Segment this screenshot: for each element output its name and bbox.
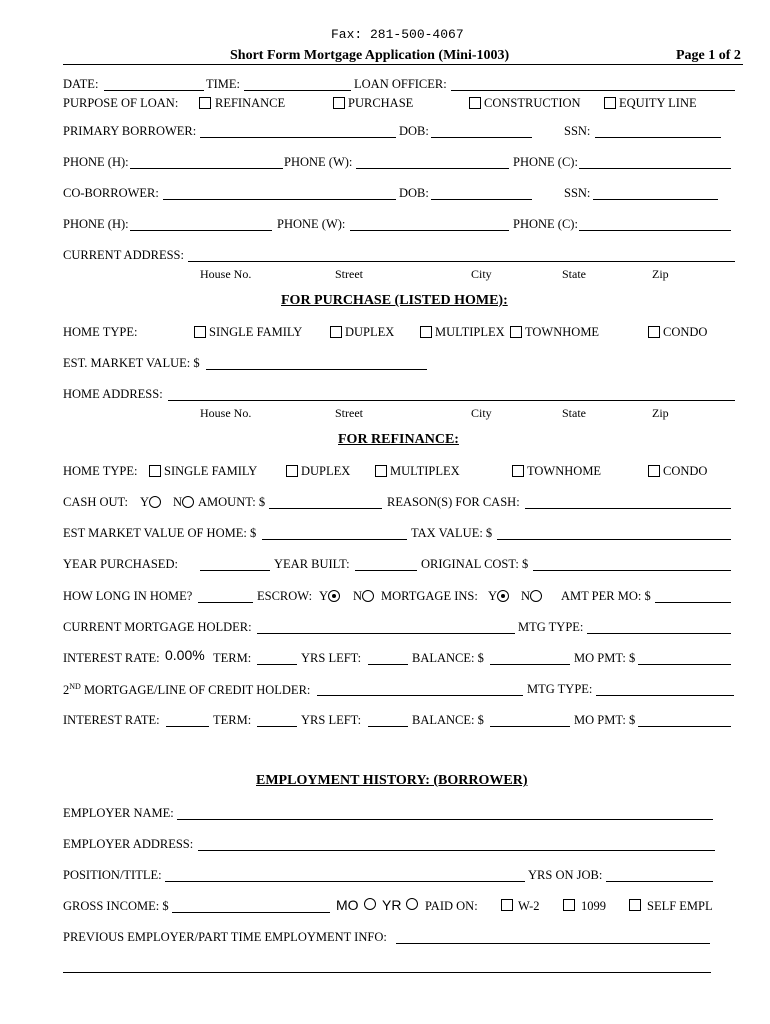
mo-pmt-label: MO PMT: $ — [574, 651, 636, 665]
second-mortgage-field[interactable] — [317, 695, 523, 696]
purpose-label: PURPOSE OF LOAN: — [63, 96, 179, 110]
escrow-y-radio[interactable] — [328, 590, 340, 602]
r-single-family-label: SINGLE FAMILY — [164, 464, 258, 478]
current-address-label: CURRENT ADDRESS: — [63, 248, 184, 262]
p-condo-label: CONDO — [663, 325, 708, 339]
equity-line-label: EQUITY LINE — [619, 96, 697, 110]
year-built-field[interactable] — [355, 570, 417, 571]
home-city-caption: City — [471, 406, 492, 420]
p-duplex-label: DUPLEX — [345, 325, 395, 339]
previous-employer-label: PREVIOUS EMPLOYER/PART TIME EMPLOYMENT INFO: — [63, 930, 387, 944]
phone-c-label: PHONE (C): — [513, 155, 578, 169]
employer-name-field[interactable] — [177, 819, 713, 820]
yr-radio[interactable] — [406, 898, 418, 910]
home-house-no-caption: House No. — [200, 406, 252, 420]
p-townhome-label: TOWNHOME — [525, 325, 600, 339]
primary-borrower-field[interactable] — [200, 137, 396, 138]
second-prefix: 2 — [63, 683, 70, 698]
home-address-field[interactable] — [168, 400, 735, 401]
yr-label: YR — [382, 897, 402, 913]
second-sup: ND — [69, 682, 81, 691]
co-dob-label: DOB: — [399, 186, 429, 200]
fax-number: Fax: 281-500-4067 — [331, 27, 464, 42]
phone-w-label: PHONE (W): — [284, 155, 353, 169]
co-ssn-field[interactable] — [593, 199, 718, 200]
second-rest: MORTGAGE/LINE OF CREDIT HOLDER: — [80, 683, 311, 698]
escrow-n-radio[interactable] — [362, 590, 374, 602]
mortgage-ins-n-radio[interactable] — [530, 590, 542, 602]
cash-out-y-radio[interactable] — [149, 496, 161, 508]
phone-c-field[interactable] — [579, 168, 731, 169]
co-borrower-label: CO-BORROWER: — [63, 186, 159, 200]
mortgage-ins-n-label: N — [521, 589, 531, 603]
gross-income-label: GROSS INCOME: $ — [63, 899, 169, 913]
phone-w-field[interactable] — [356, 168, 509, 169]
p-multiplex-label: MULTIPLEX — [435, 325, 505, 339]
dob-field[interactable] — [431, 137, 532, 138]
how-long-field[interactable] — [198, 602, 253, 603]
current-address-field[interactable] — [188, 261, 735, 262]
yrs-on-job-field[interactable] — [606, 881, 713, 882]
r-home-type-label: HOME TYPE: — [63, 464, 138, 478]
term-2-label: TERM: — [213, 713, 252, 727]
form-title: Short Form Mortgage Application (Mini-1003) — [230, 48, 510, 63]
est-market-value-field[interactable] — [206, 369, 427, 370]
employer-name-label: EMPLOYER NAME: — [63, 806, 174, 820]
co-phone-c-label: PHONE (C): — [513, 217, 578, 231]
header-rule — [63, 64, 743, 65]
yrs-left-label: YRS LEFT: — [301, 651, 362, 665]
construction-checkbox[interactable] — [469, 97, 481, 109]
original-cost-field[interactable] — [533, 570, 731, 571]
employer-address-field[interactable] — [198, 850, 715, 851]
mtg-type-2-field[interactable] — [596, 695, 734, 696]
cash-out-y-label: Y — [140, 495, 150, 509]
home-address-label: HOME ADDRESS: — [63, 387, 163, 401]
construction-label: CONSTRUCTION — [484, 96, 581, 110]
phone-h-label: PHONE (H): — [63, 155, 129, 169]
1099-checkbox[interactable] — [563, 899, 575, 911]
term-field[interactable] — [257, 664, 297, 665]
refinance-section-heading: FOR REFINANCE: — [338, 432, 459, 447]
previous-employer-field-2[interactable] — [63, 972, 711, 973]
loan-officer-field[interactable] — [451, 90, 735, 91]
date-field[interactable] — [104, 90, 204, 91]
page-number: Page 1 of 2 — [676, 48, 741, 63]
mo-pmt-2-label: MO PMT: $ — [574, 713, 636, 727]
yrs-left-2-label: YRS LEFT: — [301, 713, 362, 727]
year-built-label: YEAR BUILT: — [274, 557, 350, 571]
yrs-on-job-label: YRS ON JOB: — [528, 868, 603, 882]
original-cost-label: ORIGINAL COST: $ — [421, 557, 529, 571]
amount-field[interactable] — [269, 508, 382, 509]
co-ssn-label: SSN: — [564, 186, 591, 200]
amt-per-mo-label: AMT PER MO: $ — [561, 589, 651, 603]
interest-rate-2-label: INTEREST RATE: — [63, 713, 160, 727]
position-field[interactable] — [165, 881, 525, 882]
loan-officer-label: LOAN OFFICER: — [354, 77, 447, 91]
co-phone-c-field[interactable] — [579, 230, 731, 231]
mtg-type-field[interactable] — [587, 633, 731, 634]
interest-rate-2-field[interactable] — [166, 726, 209, 727]
time-field[interactable] — [244, 90, 351, 91]
p-duplex-checkbox[interactable] — [330, 326, 342, 338]
self-empl-label: SELF EMPL — [647, 899, 713, 913]
self-empl-checkbox[interactable] — [629, 899, 641, 911]
p-multiplex-checkbox[interactable] — [420, 326, 432, 338]
r-townhome-checkbox[interactable] — [512, 465, 524, 477]
r-townhome-label: TOWNHOME — [527, 464, 602, 478]
co-phone-w-label: PHONE (W): — [277, 217, 346, 231]
equity-line-checkbox[interactable] — [604, 97, 616, 109]
tax-value-field[interactable] — [497, 539, 731, 540]
ssn-field[interactable] — [595, 137, 721, 138]
addr-house-no-caption: House No. — [200, 267, 252, 281]
p-single-family-checkbox[interactable] — [194, 326, 206, 338]
addr-city-caption: City — [471, 267, 492, 281]
mo-label: MO — [336, 897, 359, 913]
amount-label: AMOUNT: $ — [198, 495, 266, 509]
r-duplex-label: DUPLEX — [301, 464, 351, 478]
mortgage-ins-label: MORTGAGE INS: — [381, 589, 478, 603]
second-mortgage-label — [63, 683, 310, 697]
balance-2-label: BALANCE: $ — [412, 713, 484, 727]
mo-radio[interactable] — [364, 898, 376, 910]
paid-on-label: PAID ON: — [425, 899, 478, 913]
p-home-type-label: HOME TYPE: — [63, 325, 138, 339]
yrs-left-field[interactable] — [368, 664, 408, 665]
refinance-checkbox[interactable] — [199, 97, 211, 109]
1099-label: 1099 — [581, 899, 606, 913]
co-borrower-field[interactable] — [163, 199, 396, 200]
cash-out-label: CASH OUT: — [63, 495, 129, 509]
previous-employer-field[interactable] — [396, 943, 710, 944]
escrow-y-label: Y — [319, 589, 329, 603]
ssn-label: SSN: — [564, 124, 591, 138]
r-condo-label: CONDO — [663, 464, 708, 478]
mtg-type-label: MTG TYPE: — [518, 620, 584, 634]
balance-2-field[interactable] — [490, 726, 570, 727]
current-mortgage-holder-field[interactable] — [257, 633, 515, 634]
r-duplex-checkbox[interactable] — [286, 465, 298, 477]
co-dob-field[interactable] — [431, 199, 532, 200]
year-purchased-label: YEAR PURCHASED: — [63, 557, 178, 571]
r-multiplex-checkbox[interactable] — [375, 465, 387, 477]
purchase-label: PURCHASE — [348, 96, 414, 110]
cash-out-n-radio[interactable] — [182, 496, 194, 508]
date-label: DATE: — [63, 77, 99, 91]
escrow-label: ESCROW: — [257, 589, 313, 603]
yrs-left-2-field[interactable] — [368, 726, 408, 727]
p-condo-checkbox[interactable] — [648, 326, 660, 338]
reasons-label: REASON(S) FOR CASH: — [387, 495, 520, 509]
interest-rate-label: INTEREST RATE: — [63, 651, 160, 665]
cash-out-n-label: N — [173, 495, 183, 509]
primary-borrower-label: PRIMARY BORROWER: — [63, 124, 197, 138]
balance-label: BALANCE: $ — [412, 651, 484, 665]
term-label: TERM: — [213, 651, 252, 665]
dob-label: DOB: — [399, 124, 429, 138]
tax-value-label: TAX VALUE: $ — [411, 526, 493, 540]
r-condo-checkbox[interactable] — [648, 465, 660, 477]
purchase-checkbox[interactable] — [333, 97, 345, 109]
w2-checkbox[interactable] — [501, 899, 513, 911]
r-single-family-checkbox[interactable] — [149, 465, 161, 477]
mo-pmt-field[interactable] — [638, 664, 731, 665]
current-mortgage-holder-label: CURRENT MORTGAGE HOLDER: — [63, 620, 252, 634]
balance-field[interactable] — [490, 664, 570, 665]
emv-home-field[interactable] — [262, 539, 407, 540]
co-phone-h-label: PHONE (H): — [63, 217, 129, 231]
p-townhome-checkbox[interactable] — [510, 326, 522, 338]
employer-address-label: EMPLOYER ADDRESS: — [63, 837, 194, 851]
mortgage-ins-y-radio[interactable] — [497, 590, 509, 602]
co-phone-w-field[interactable] — [350, 230, 509, 231]
year-purchased-field[interactable] — [200, 570, 270, 571]
addr-zip-caption: Zip — [652, 267, 669, 281]
emv-home-label: EST MARKET VALUE OF HOME: $ — [63, 526, 257, 540]
gross-income-field[interactable] — [172, 912, 330, 913]
co-phone-h-field[interactable] — [130, 230, 272, 231]
escrow-n-label: N — [353, 589, 363, 603]
refinance-label: REFINANCE — [215, 96, 286, 110]
how-long-label: HOW LONG IN HOME? — [63, 589, 193, 603]
addr-street-caption: Street — [335, 267, 363, 281]
interest-rate-value[interactable]: 0.00% — [165, 647, 205, 663]
addr-state-caption: State — [562, 267, 586, 281]
reasons-field[interactable] — [525, 508, 731, 509]
position-label: POSITION/TITLE: — [63, 868, 162, 882]
mortgage-ins-y-label: Y — [488, 589, 498, 603]
mo-pmt-2-field[interactable] — [638, 726, 731, 727]
amt-per-mo-field[interactable] — [655, 602, 731, 603]
p-single-family-label: SINGLE FAMILY — [209, 325, 303, 339]
employment-section-heading: EMPLOYMENT HISTORY: (BORROWER) — [256, 773, 528, 788]
purchase-section-heading: FOR PURCHASE (LISTED HOME): — [281, 293, 508, 308]
home-street-caption: Street — [335, 406, 363, 420]
term-2-field[interactable] — [257, 726, 297, 727]
phone-h-field[interactable] — [130, 168, 283, 169]
w2-label: W-2 — [518, 899, 540, 913]
home-state-caption: State — [562, 406, 586, 420]
time-label: TIME: — [206, 77, 241, 91]
est-market-value-label: EST. MARKET VALUE: $ — [63, 356, 200, 370]
r-multiplex-label: MULTIPLEX — [390, 464, 460, 478]
mtg-type-2-label: MTG TYPE: — [527, 682, 593, 696]
home-zip-caption: Zip — [652, 406, 669, 420]
